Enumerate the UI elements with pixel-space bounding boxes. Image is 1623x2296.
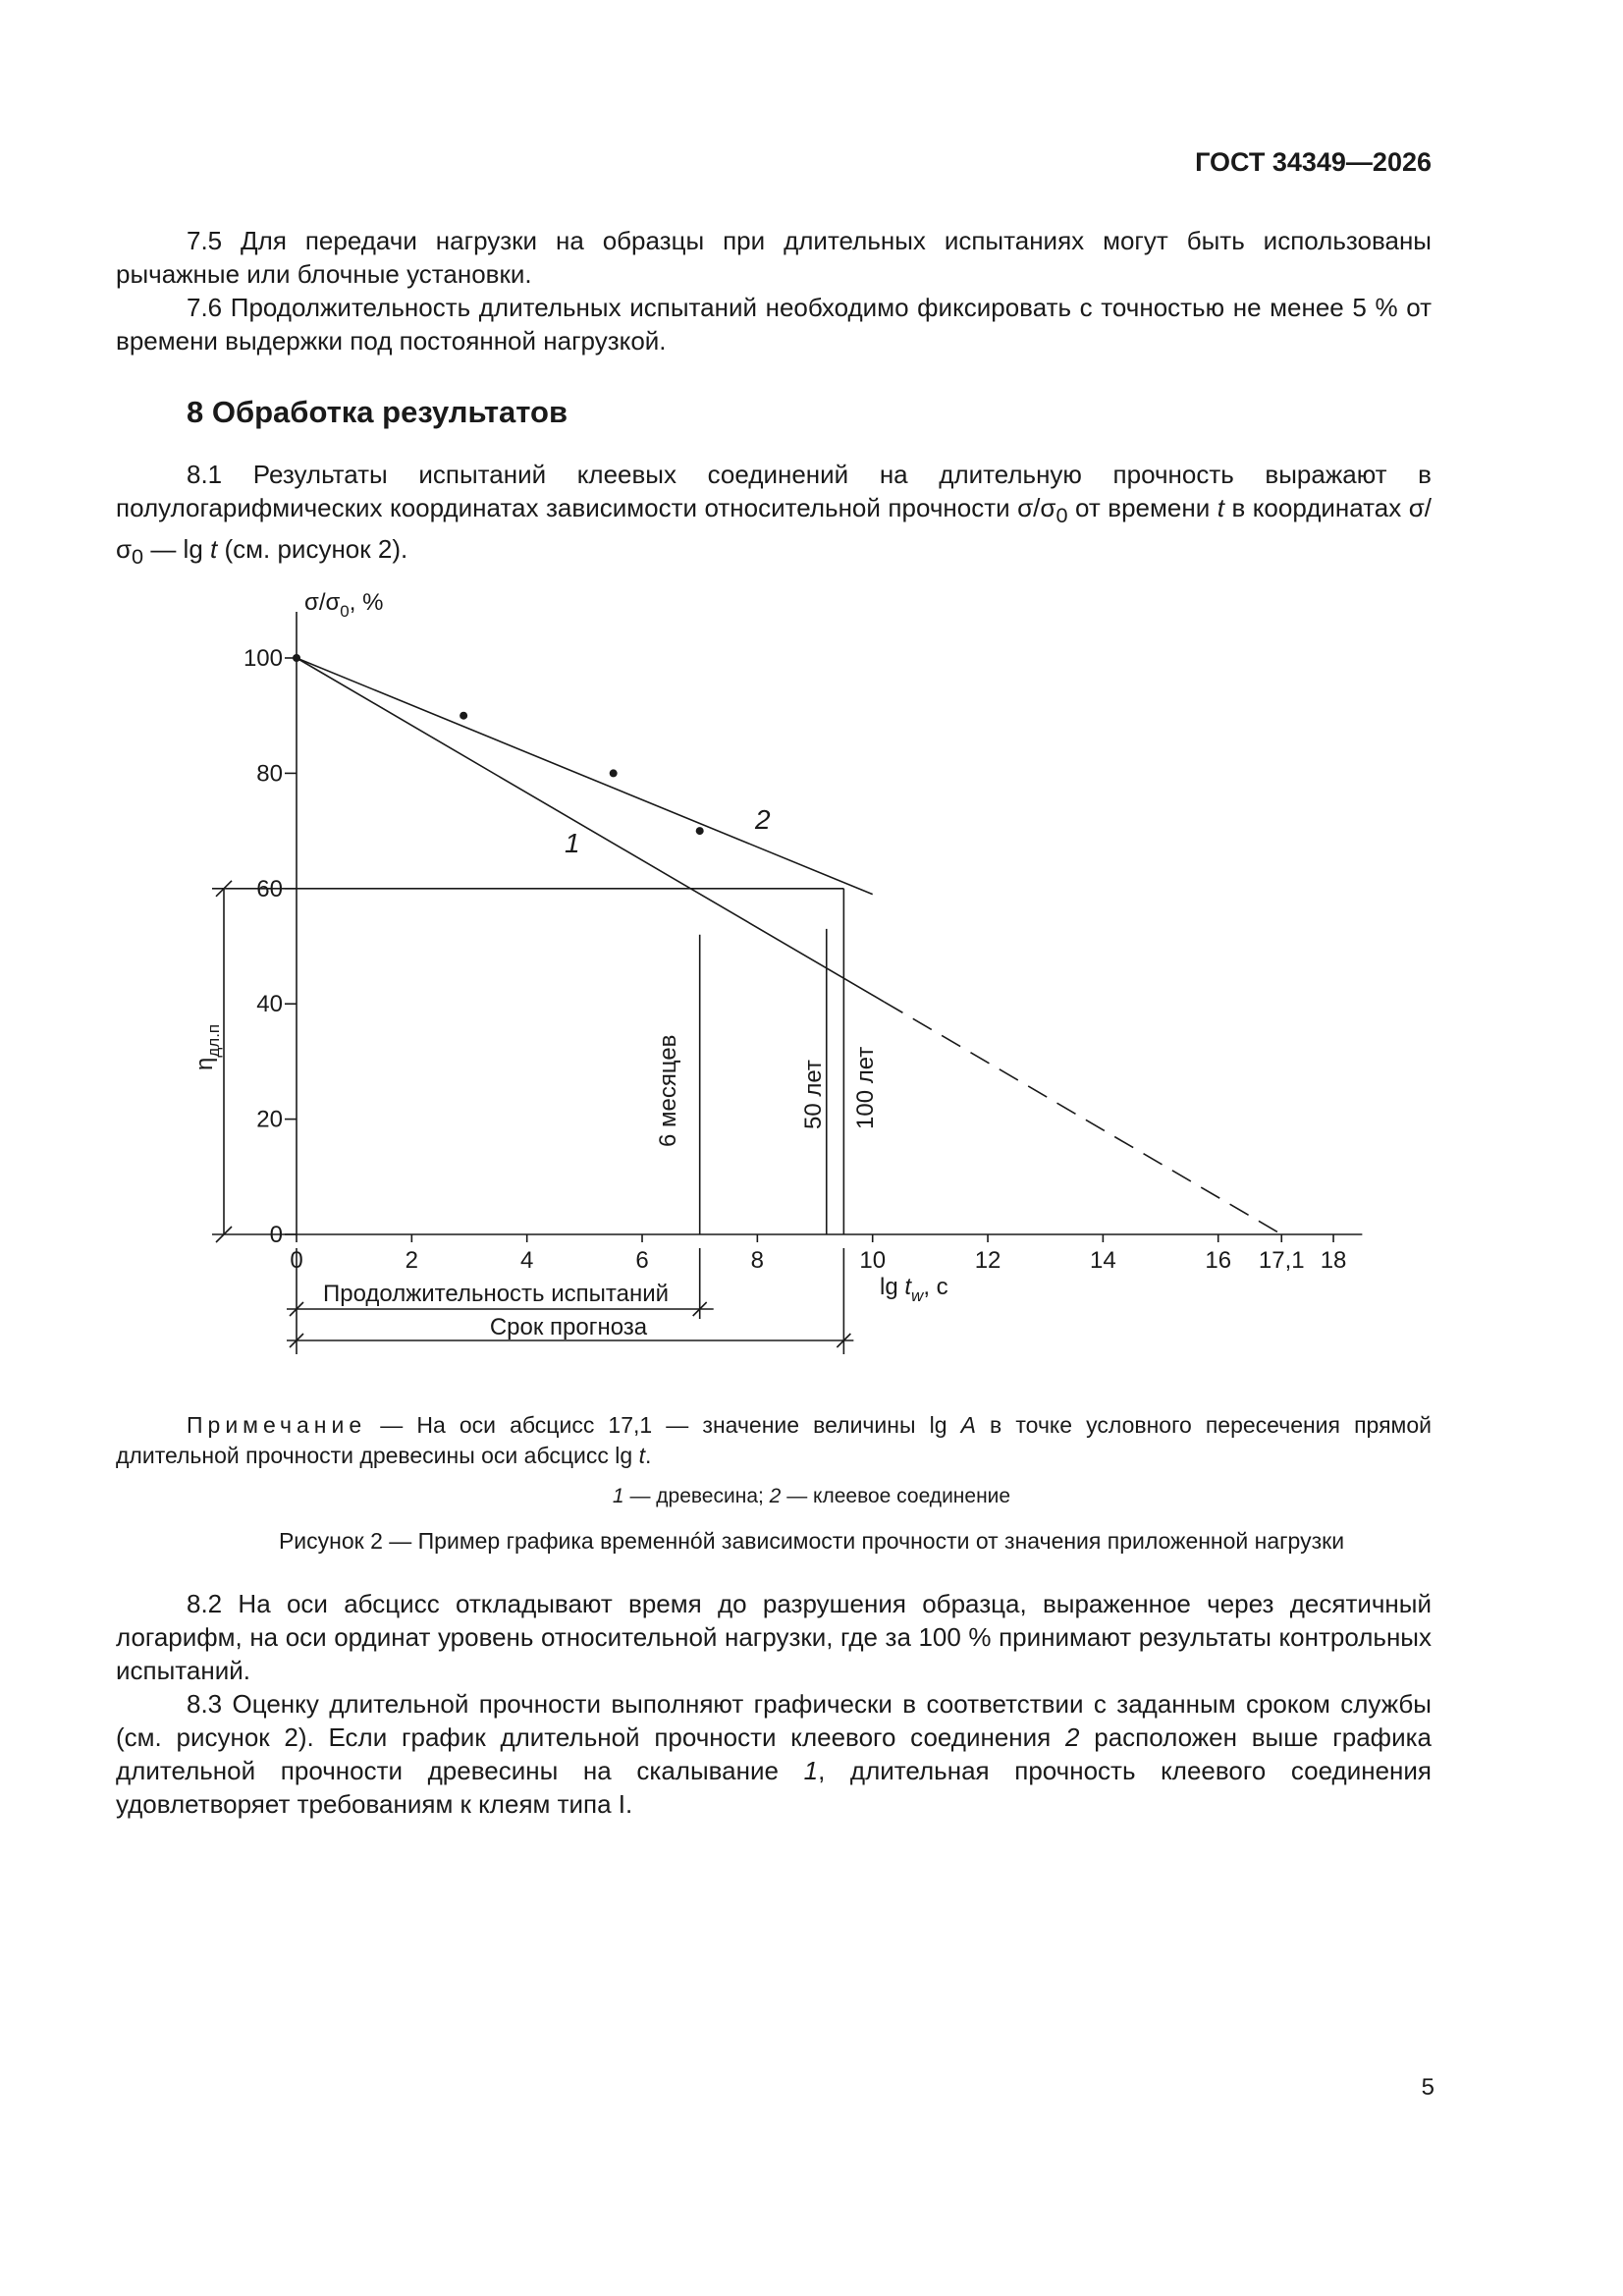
test-duration-label: Продолжительность испытаний: [322, 1281, 670, 1307]
x-tick-label: 16: [1205, 1247, 1232, 1274]
six-months-label: 6 месяцев: [655, 1034, 681, 1147]
page-number: 5: [1421, 2074, 1434, 2101]
figure-caption: Рисунок 2 — Пример графика временнóй зависимости прочности от значения приложенной нагрузки: [278, 1528, 1345, 1554]
section-8-continued: [116, 1587, 1432, 1821]
curve-1-label: 1: [565, 828, 580, 858]
y-tick-label: 60: [256, 875, 283, 902]
y-tick-label: 80: [256, 760, 283, 788]
curve-2-label: 2: [755, 804, 771, 835]
series-1-extrapolation: [884, 1002, 1281, 1234]
x-tick-label: 8: [750, 1247, 765, 1274]
forecast-period-label: Срок прогноза: [489, 1314, 648, 1340]
series-1-line: [297, 658, 884, 1002]
hundred-years-label: 100 лет: [852, 1046, 879, 1129]
y-tick-label: 20: [256, 1106, 283, 1133]
fifty-years-label: 50 лет: [800, 1060, 827, 1129]
figure-note: Примечание — На оси абсцисс 17,1 — значение величины lg A в точке условного пересечения прямой длительной прочности древесины оси абсцисс lg t.: [116, 1412, 1432, 1468]
section-8-heading: 8 Обработка результатов: [187, 395, 568, 429]
document-code: ГОСТ 34349—2026: [1195, 147, 1432, 177]
paragraph-8-1: 8.1 Результаты испытаний клеевых соединений на длительную прочность выражают в полулогарифмических координатах зависимости относительной прочности $\sigma/\sigma_0$ от времени t в координатах $\sigma/\sigma_0$ — lg t (см. рисунок 2).: [116, 460, 1432, 570]
series-2-line: [297, 658, 873, 895]
x-tick-label: 12: [974, 1247, 1001, 1274]
data-point: [460, 712, 467, 720]
paragraph-8-3: 8.3 Оценку длительной прочности выполняют графически в соответствии с заданным сроком службы (см. рисунок 2). Если график длительной прочности клеевого соединения 2 расположен выше графика длительной прочности древесины на скалывание 1, длительная прочность клеевого соединения удовлетворяет требованиям к клеям типа I.: [116, 1689, 1432, 1819]
paragraph-8-2: 8.2 На оси абсцисс откладывают время до разрушения образца, выраженное через десятичный логарифм, на оси ординат уровень относительной нагрузки, где за 100 % принимают результаты контрольных испытаний.: [116, 1589, 1432, 1685]
y-tick-label: 40: [256, 991, 283, 1018]
eta-label: $\eta_{дл.п}$: [191, 1023, 223, 1070]
section-7: [116, 224, 1432, 357]
figure-2-chart: [0, 570, 1623, 1375]
paragraph-7-5: 7.5 Для передачи нагрузки на образцы при длительных испытаниях могут быть использованы рычажные или блочные установки.: [116, 226, 1432, 289]
x-tick-label: 10: [859, 1247, 887, 1274]
x-tick-label: 6: [635, 1247, 649, 1274]
paragraph-7-6: 7.6 Продолжительность длительных испытаний необходимо фиксировать с точностью не менее 5 % от времени выдержки под постоянной нагрузкой.: [116, 293, 1432, 355]
data-point: [610, 769, 618, 777]
x-tick-label: 2: [405, 1247, 419, 1274]
x-tick-label: 18: [1320, 1247, 1347, 1274]
figure-legend: 1 — древесина; 2 — клеевое соединение: [612, 1485, 1011, 1507]
x-tick-label: 0: [290, 1247, 303, 1274]
x-tick-label: 17,1: [1258, 1247, 1305, 1274]
y-tick-label: 0: [269, 1222, 283, 1248]
x-tick-label: 4: [520, 1247, 534, 1274]
x-axis-label: $\lg t_w$, с: [880, 1274, 948, 1305]
x-tick-label: 14: [1090, 1247, 1116, 1274]
data-point: [293, 654, 300, 662]
y-axis-label: $\sigma/\sigma_0$, %: [304, 589, 384, 621]
y-tick-label: 100: [243, 645, 283, 672]
data-point: [696, 827, 704, 835]
